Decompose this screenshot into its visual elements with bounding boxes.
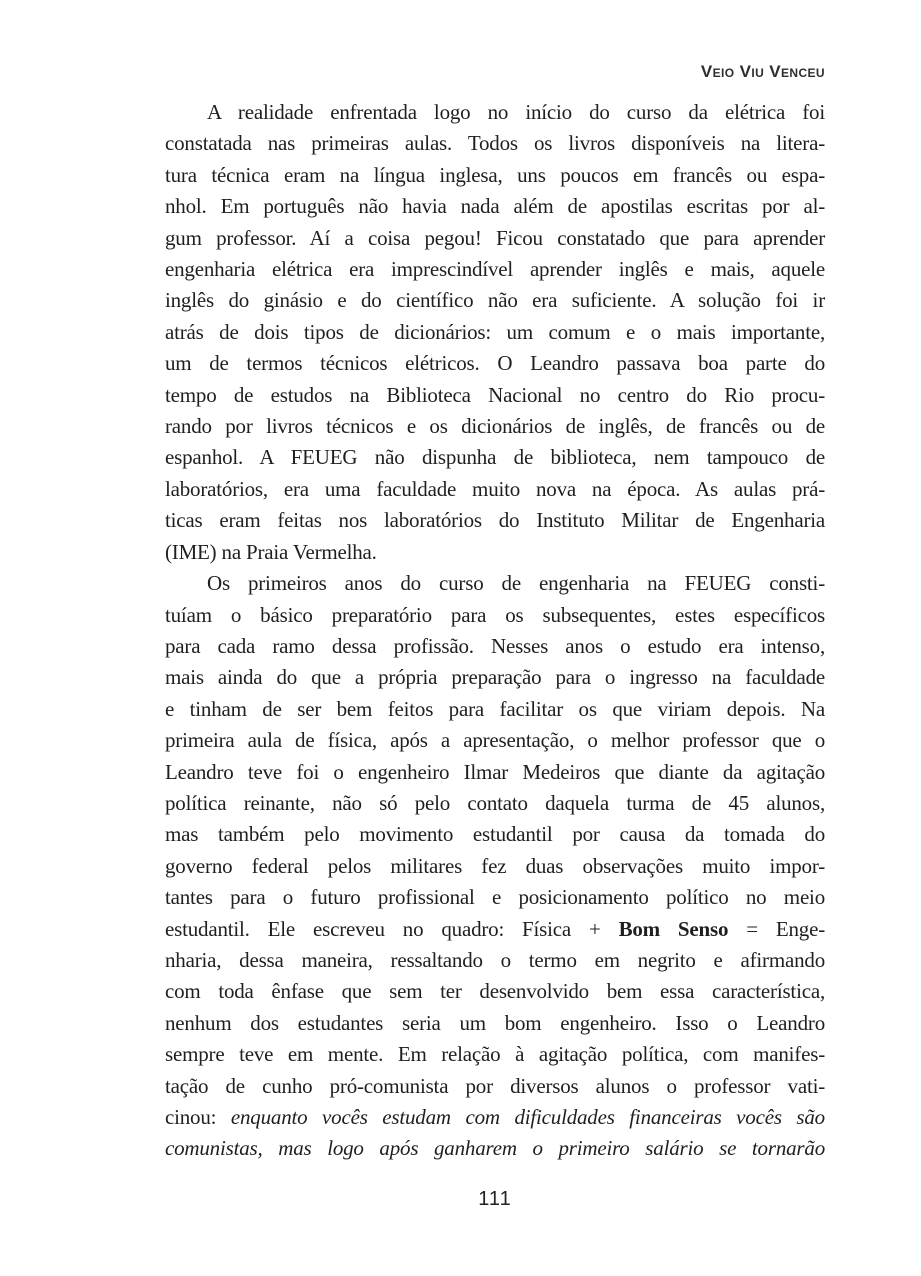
- text-line: tantes para o futuro profissional e posicionamento político no meio: [165, 885, 825, 910]
- text-line: e tinham de ser bem feitos para facilitar os que viriam depois. Na: [165, 696, 825, 721]
- text-line: mas também pelo movimento estudantil por causa da tomada do: [165, 822, 825, 847]
- paragraph: [165, 568, 825, 1165]
- text-line: gum professor. Aí a coisa pegou! Ficou constatado que para aprender: [165, 225, 825, 250]
- text-line: um de termos técnicos elétricos. O Leandro passava boa parte do: [165, 351, 825, 376]
- text-line: para cada ramo dessa profissão. Nesses anos o estudo era intenso,: [165, 633, 825, 658]
- text-line: espanhol. A FEUEG não dispunha de biblioteca, nem tampouco de: [165, 445, 825, 470]
- text-line: cinou: enquanto vocês estudam com dificuldades financeiras vocês são: [165, 1105, 825, 1129]
- text-line: laboratórios, era uma faculdade muito nova na época. As aulas prá-: [165, 476, 825, 501]
- text-line: (IME) na Praia Vermelha.: [165, 539, 377, 564]
- text-line: estudantil. Ele escreveu no quadro: Física + Bom Senso = Enge-: [165, 916, 825, 941]
- text-line: comunistas, mas logo após ganharem o primeiro salário se tornarão: [165, 1136, 825, 1161]
- text-line: nenhum dos estudantes seria um bom engenheiro. Isso o Leandro: [165, 1010, 825, 1035]
- text-line: política reinante, não só pelo contato daquela turma de 45 alunos,: [165, 790, 825, 815]
- text-line: Os primeiros anos do curso de engenharia na FEUEG consti-: [207, 571, 825, 596]
- paragraph: [165, 97, 825, 568]
- text-line: sempre teve em mente. Em relação à agitação política, com manifes-: [165, 1042, 825, 1067]
- text-line: nhol. Em português não havia nada além de apostilas escritas por al-: [165, 194, 825, 219]
- body-text: [165, 97, 825, 1165]
- text-line: tura técnica eram na língua inglesa, uns poucos em francês ou espa-: [165, 162, 825, 187]
- text-line: atrás de dois tipos de dicionários: um comum e o mais importante,: [165, 319, 825, 344]
- text-line: ticas eram feitas nos laboratórios do Instituto Militar de Engenharia: [165, 508, 825, 533]
- text-line: rando por livros técnicos e os dicionários de inglês, de francês ou de: [165, 414, 825, 439]
- text-line: governo federal pelos militares fez duas observações muito impor-: [165, 853, 825, 878]
- running-header: Veio Viu Venceu: [700, 62, 825, 81]
- text-line: constatada nas primeiras aulas. Todos os livros disponíveis na litera-: [165, 131, 825, 156]
- text-line: inglês do ginásio e do científico não era suficiente. A solução foi ir: [165, 288, 825, 313]
- text-line: tação de cunho pró-comunista por diversos alunos o professor vati-: [165, 1073, 825, 1098]
- text-line: tuíam o básico preparatório para os subsequentes, estes específicos: [165, 602, 825, 627]
- page-number: 111: [478, 1188, 512, 1210]
- text-line: com toda ênfase que sem ter desenvolvido bem essa característica,: [165, 979, 825, 1004]
- text-line: Leandro teve foi o engenheiro Ilmar Medeiros que diante da agitação: [165, 759, 825, 784]
- text-line: engenharia elétrica era imprescindível aprender inglês e mais, aquele: [165, 257, 825, 282]
- text-line: mais ainda do que a própria preparação para o ingresso na faculdade: [165, 665, 825, 690]
- text-line: A realidade enfrentada logo no início do curso da elétrica foi: [207, 100, 825, 124]
- text-line: tempo de estudos na Biblioteca Nacional no centro do Rio procu-: [165, 382, 825, 407]
- text-line: primeira aula de física, após a apresentação, o melhor professor que o: [165, 728, 825, 753]
- text-line: nharia, dessa maneira, ressaltando o termo em negrito e afirmando: [165, 947, 825, 972]
